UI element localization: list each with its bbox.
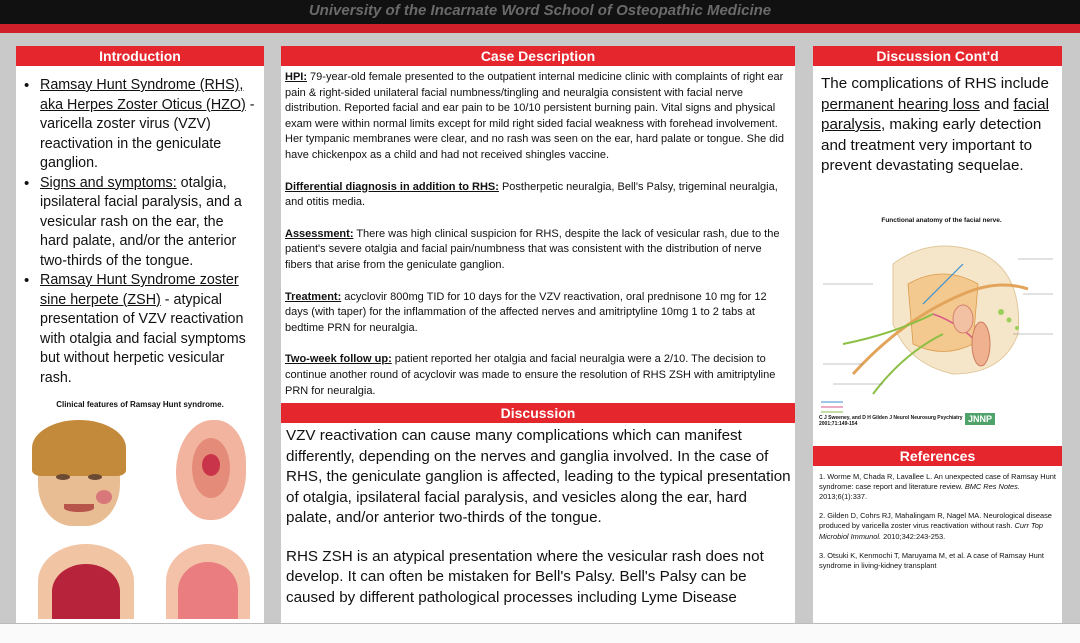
list-item: • Signs and symptoms: otalgia, ipsilateral facial paralysis, and a vesicular rash on the ear, the hard palate, and/or the anterior two-thirds of the tongue. xyxy=(22,174,256,272)
journal-logo: JNNP xyxy=(965,413,995,425)
tongue-illustration xyxy=(166,544,250,619)
facial-nerve-anatomy-illustration xyxy=(813,224,1062,414)
discussion-paragraph: RHS ZSH is an atypical presentation where the vesicular rash does not develop. It can often be mistaken for Bell's Palsy. Bell's Palsy can be caused by different pathological processes including Lyme Disease xyxy=(286,547,764,606)
list-item: • Ramsay Hunt Syndrome (RHS), aka Herpes Zoster Oticus (HZO) - varicella zoster virus (VZV) reactivation in the geniculate ganglion. xyxy=(22,76,256,174)
discussion-heading: Discussion xyxy=(281,403,795,423)
discussion-paragraph: VZV reactivation can cause many complications which can manifest differently, depending on the nerves and ganglia involved. In the case of RHS, the geniculate ganglion is affected, leading to the typical presentation of otalgia, ipsilateral facial paralysis, and vesicles along the ear, hard palate, and/or anterior two-thirds of the tongue. xyxy=(286,427,791,527)
discussion-body xyxy=(281,423,795,608)
introduction-heading: Introduction xyxy=(16,46,264,66)
case-paragraph: Differential diagnosis in addition to RHS: Postherpetic neuralgia, Bell's Palsy, trigeminal neuralgia, and otitis media. xyxy=(285,180,778,209)
facial-paralysis-illustration xyxy=(38,426,120,526)
case-paragraph: Treatment: acyclovir 800mg TID for 10 days for the VZV reactivation, oral prednisone 10 mg for 12 days (with taper) for the inflammation of the affected nerves and amitriptyline 10mg 1 to 2 tabs at bedtime PRN for neuralgia. xyxy=(285,290,767,334)
references-list xyxy=(813,466,1062,572)
case-paragraph: HPI: 79-year-old female presented to the outpatient internal medicine clinic with complaints of right ear pain & right-sided unilateral facial numbness/tingling and neuralgia consistent with facial nerve distribution. Reported facial and ear pain to be 10/10 persistent burning pain. Vital signs and physical exam were within normal limits except for mild right sided facial weakness with forehead involvement. Her tympanic membranes were clear, and no rash was seen on the ear, hard palate or tongue. She did have chickenpox as a child and had not received shingles vaccine. xyxy=(285,71,784,161)
facial-nerve-diagram xyxy=(813,217,1062,449)
case-description-heading: Case Description xyxy=(281,46,795,66)
references-heading: References xyxy=(813,446,1062,466)
ear-vesicles-illustration xyxy=(176,420,246,520)
discussion-cont-heading: Discussion Cont'd xyxy=(813,46,1062,66)
red-accent-band xyxy=(0,24,1080,33)
diagram-credit: C J Sweeney, and D H Gilden J Neurol Neurosurg Psychiatry 2001;71:149-154 xyxy=(819,414,963,427)
discussion-cont-body: The complications of RHS include permanent hearing loss and facial paralysis, making early detection and treatment very important to prevent devastating sequelae. xyxy=(821,75,1049,174)
case-panel xyxy=(281,46,795,623)
introduction-panel xyxy=(16,46,264,623)
university-name: University of the Incarnate Word School of Osteopathic Medicine xyxy=(308,2,772,19)
discussion-cont-panel xyxy=(813,46,1062,623)
case-paragraph: Two-week follow up: patient reported her otalgia and facial neuralgia were a 2/10. The decision to continue another round of acyclovir was made to ensure the resolution of RHS ZSH with amitriptyline PRN for neuralgia. xyxy=(285,353,776,397)
reference-item: 2. Gilden D, Cohrs RJ, Mahalingam R, Nagel MA. Neurological disease produced by varicella zoster virus reactivation without rash. Curr Top Microbiol Immunol. 2010;342:243-253. xyxy=(819,511,1052,541)
list-item: • Ramsay Hunt Syndrome zoster sine herpete (ZSH) - atypical presentation of VZV reactivation with otalgia and facial symptoms but without herpetic vesicular rash. xyxy=(22,271,256,388)
case-paragraph: Assessment: There was high clinical suspicion for RHS, despite the lack of vesicular rash, due to the patient's severe otalgia and facial pain/numbness that was consistent with the distribution of nerve fibers that arise from the geniculate ganglion. xyxy=(285,227,780,271)
introduction-list xyxy=(16,66,264,388)
diagram-title: Functional anatomy of the facial nerve. xyxy=(881,216,1002,224)
title-band xyxy=(0,0,1080,24)
case-description-body xyxy=(281,66,795,399)
clinical-features-figure xyxy=(16,396,264,616)
viewer-bottom-strip xyxy=(0,623,1080,643)
figure-caption: Clinical features of Ramsay Hunt syndrome. xyxy=(56,400,224,409)
reference-item: 3. Otsuki K, Kenmochi T, Maruyama M, et al. A case of Ramsay Hunt syndrome in living-kidney transplant xyxy=(819,550,1044,570)
reference-item: 1. Worme M, Chada R, Lavallee L. An unexpected case of Ramsay Hunt syndrome: case report and literature review. BMC Res Notes. 2013;6(1):337. xyxy=(819,471,1056,501)
palate-rash-illustration xyxy=(38,544,134,619)
